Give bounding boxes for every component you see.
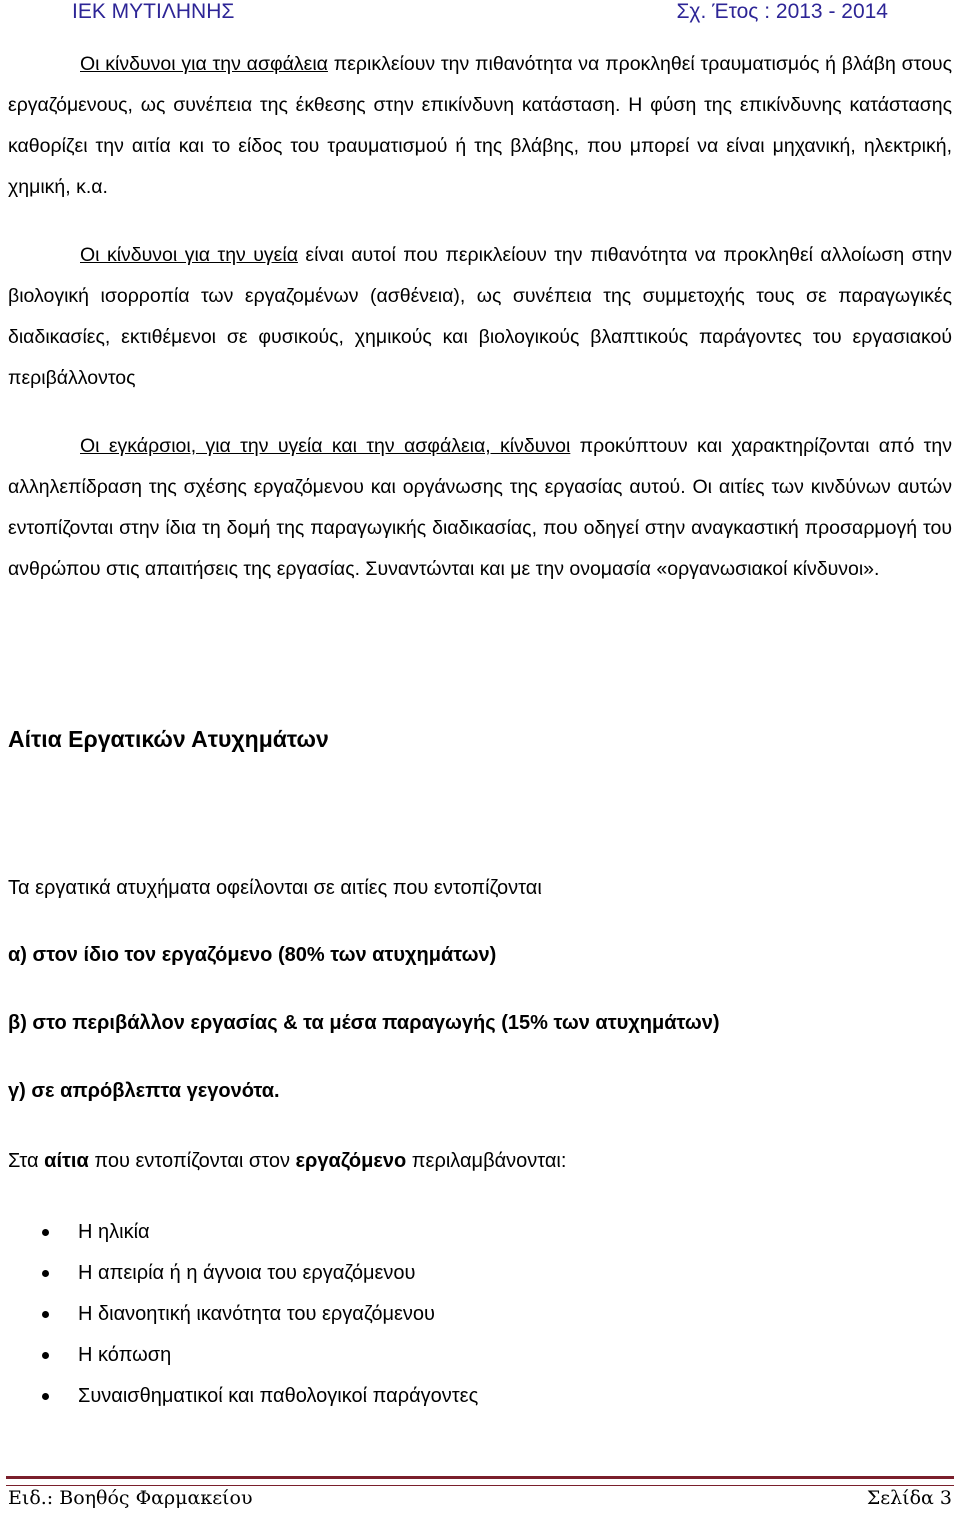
page-footer xyxy=(8,1486,952,1510)
health-risks-term: Οι κίνδυνοι για την υγεία xyxy=(80,244,298,266)
page-number: Σελίδα 3 xyxy=(866,1487,952,1509)
body-text xyxy=(8,44,952,590)
header-school: ΙΕΚ ΜΥΤΙΛΗΝΗΣ xyxy=(72,0,235,23)
list-item xyxy=(8,1378,478,1419)
paragraph-safety-risks xyxy=(8,44,952,208)
list-item xyxy=(8,1255,478,1296)
list-item xyxy=(8,1214,478,1255)
worker-causes-intro xyxy=(8,1150,566,1173)
bullet-icon xyxy=(42,1393,49,1400)
cause-environment: β) στο περιβάλλον εργασίας & τα μέσα παραγωγής (15% των ατυχημάτων) xyxy=(8,1012,720,1034)
page-header xyxy=(72,0,888,24)
footer-divider xyxy=(6,1476,954,1486)
list-item-text: Η απειρία ή η άγνοια του εργαζόμενου xyxy=(78,1262,416,1284)
worker-line-part3: περιλαμβάνονται: xyxy=(406,1150,567,1172)
transverse-risks-term: Οι εγκάρσιοι, για την υγεία και την ασφάλεια, κίνδυνοι xyxy=(80,435,571,457)
list-item-text: Η ηλικία xyxy=(78,1221,150,1243)
section-intro: Τα εργατικά ατυχήματα οφείλονται σε αιτίες που εντοπίζονται xyxy=(8,877,542,899)
cause-worker: α) στον ίδιο τον εργαζόμενο (80% των ατυχημάτων) xyxy=(8,944,497,966)
paragraph-transverse-risks xyxy=(8,426,952,590)
worker-line-part2: που εντοπίζονται στον xyxy=(88,1150,296,1172)
list-item-text: Συναισθηματικοί και παθολογικοί παράγοντες xyxy=(78,1385,479,1407)
safety-risks-term: Οι κίνδυνοι για την ασφάλεια xyxy=(80,53,328,75)
worker-line-part1: Στα xyxy=(8,1150,45,1172)
bullet-icon xyxy=(42,1311,49,1318)
safety-risks-text: περικλείουν την πιθανότητα να προκληθεί τραυματισμός ή βλάβη στους εργαζόμενους, ως συνέπεια της έκθεσης στην επικίνδυνη κατάσταση. Η φύση της επικίνδυνης κατάστασης καθορίζει την αιτία και το είδος του τραυματισμού ή της βλάβης, που μπορεί να είναι μηχανική, ηλεκτρική, χημική, κ.α. xyxy=(8,53,952,198)
bullet-icon xyxy=(42,1229,49,1236)
cause-unforeseen: γ) σε απρόβλεπτα γεγονότα. xyxy=(8,1080,280,1102)
worker-factors-list xyxy=(8,1214,478,1419)
bullet-icon xyxy=(42,1270,49,1277)
bullet-icon xyxy=(42,1352,49,1359)
list-item xyxy=(8,1296,478,1337)
header-school-year: Σχ. Έτος : 2013 - 2014 xyxy=(676,0,888,23)
paragraph-health-risks xyxy=(8,235,952,399)
section-title: Αίτια Εργατικών Ατυχημάτων xyxy=(8,726,329,752)
worker-line-bold-causes: αίτια xyxy=(44,1150,89,1172)
list-item-text: Η διανοητική ικανότητα του εργαζόμενου xyxy=(78,1303,435,1325)
footer-specialty: Ειδ.: Βοηθός Φαρμακείου xyxy=(8,1487,253,1509)
health-risks-text: είναι αυτοί που περικλείουν την πιθανότητα να προκληθεί αλλοίωση στην βιολογική ισορροπία των εργαζομένων (ασθένεια), ως συνέπεια της συμμετοχής τους σε παραγωγικές διαδικασίες, εκτιθέμενοι σε φυσικούς, χημικούς και βιολογικούς βλαπτικούς παράγοντες του εργασιακού περιβάλλοντος xyxy=(8,244,952,389)
transverse-risks-text: προκύπτουν και χαρακτηρίζονται από την αλληλεπίδραση της σχέσης εργαζόμενου και οργάνωσης της εργασίας αυτού. Οι αιτίες των κινδύνων αυτών εντοπίζονται στην ίδια τη δομή της παραγωγικής διαδικασίας, που οδηγεί στην αναγκαστική προσαρμογή του ανθρώπου στις απαιτήσεις της εργασίας. Συναντώνται και με την ονομασία «οργανωσιακοί κίνδυνοι». xyxy=(8,435,952,580)
list-item-text: Η κόπωση xyxy=(78,1344,172,1366)
list-item xyxy=(8,1337,478,1378)
worker-line-bold-worker: εργαζόμενο xyxy=(295,1150,407,1172)
